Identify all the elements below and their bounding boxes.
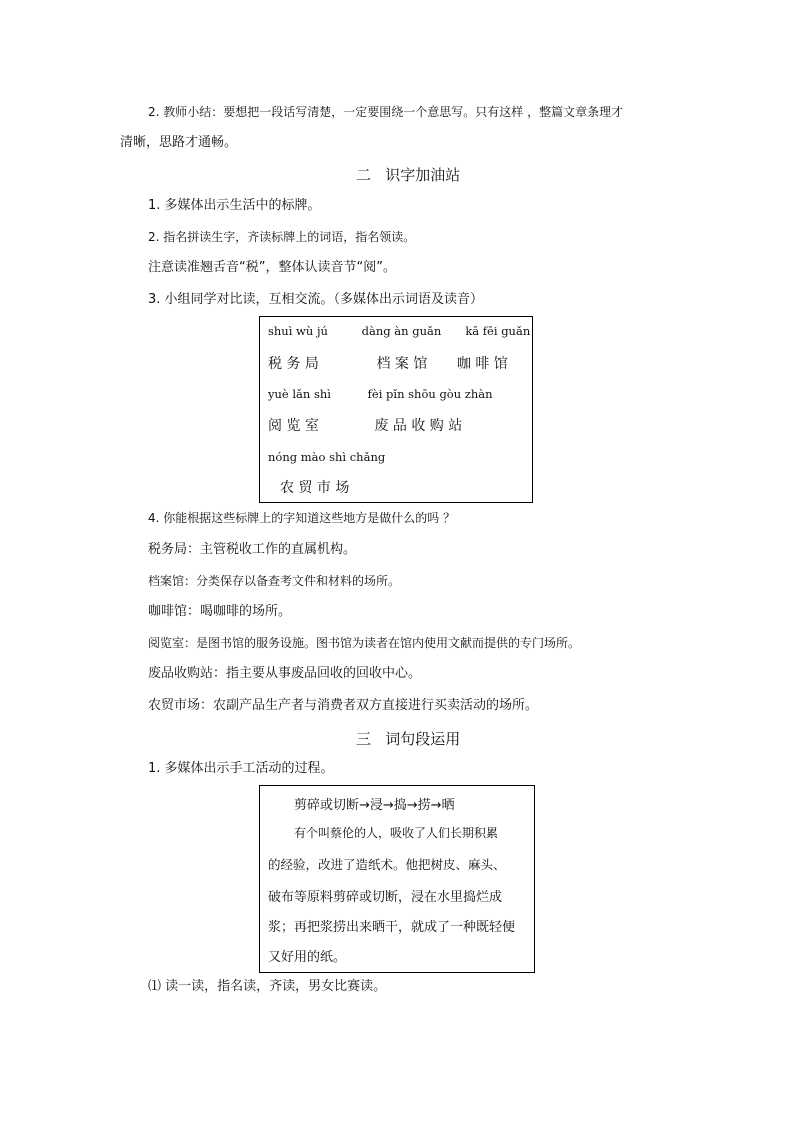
word-danganguan: 档 案 馆 [376,356,428,372]
item-4-question: 4. 你能根据这些标牌上的字知道这些地方是做什么的吗 ？ [148,511,456,525]
pronunciation-note: 注意读准翘舌音“税”，整体认读音节“阅”。 [148,260,396,275]
passage-line-2: 的经验，改进了造纸术。他把树皮、麻头、 [268,857,506,872]
sub-item-1-reading: ⑴ 读一读，指名读，齐读，男女比赛读。 [148,979,387,994]
item-2-reading: 2. 指名拼读生字，齐读标牌上的词语，指名领读。 [148,230,416,244]
word-shuiwuju: 税 务 局 [268,356,319,372]
definition-kafeiguan: 咖啡馆：喝咖啡的场所。 [148,604,292,619]
table-row-2-pinyin [268,387,493,401]
word-yuelanshi: 阅 览 室 [268,418,319,434]
passage-line-1: 有个叫蔡伦的人，吸收了人们长期积累 [294,826,499,840]
pinyin-danganguan: dàng àn guǎn [361,324,442,338]
word-pinyin-table [259,316,533,503]
definition-danganguan: 档案馆：分类保存以备查考文件和材料的场所。 [148,574,401,588]
table-row-2-hanzi [268,415,462,435]
pinyin-yuelanshi: yuè lǎn shì [268,387,331,401]
table-row-3-pinyin [268,450,385,464]
item-3-group-compare: 3. 小组同学对比读，互相交流。（多媒体出示词语及读音） [148,292,484,307]
passage-line-4: 浆；再把浆捞出来晒干，就成了一种既轻便 [268,920,516,935]
definition-nongmaoshichang: 农贸市场：农副产品生产者与消费者双方直接进行买卖活动的场所。 [148,698,539,713]
definition-shuiwuju: 税务局：主管税收工作的直属机构。 [148,542,357,557]
table-row-1-pinyin [268,324,530,338]
intro-paragraph-line1: 2. 教师小结：要想把一段话写清楚，一定要围绕一个意思写。只有这样 ，整篇文章条理才 [148,105,624,119]
item-1-signboards: 1. 多媒体出示生活中的标牌。 [148,198,321,213]
section-heading-words-sentences: 三 词句段运用 [356,730,461,748]
definition-feipinshougouzhan: 废品收购站：指主要从事废品回收的回收中心。 [148,666,422,681]
definition-yuelanshi: 阅览室：是图书馆的服务设施。图书馆为读者在馆内使用文献而提供的专门场所。 [148,636,581,650]
passage-line-5: 又好用的纸。 [268,950,347,965]
pinyin-kafeiguan: kā fēi guǎn [465,324,531,338]
pinyin-nongmaoshichang: nóng mào shì chǎng [268,450,386,464]
word-feipinshougouzhan: 废 品 收 购 站 [374,418,463,434]
table-row-3-hanzi [280,477,349,497]
passage-line-3: 破布等原料剪碎或切断，浸在水里捣烂成 [268,890,503,905]
section-heading-literacy: 二 识字加油站 [356,166,461,184]
word-nongmaoshichang: 农 贸 市 场 [280,480,350,496]
item-1-handcraft: 1. 多媒体出示手工活动的过程。 [148,761,334,776]
papermaking-passage-box [259,785,535,973]
pinyin-feipinshougouzhan: fèi pǐn shōu gòu zhàn [367,387,493,401]
pinyin-shuiwuju: shuì wù jú [268,324,328,338]
process-flow: 剪碎或切断→浸→捣→捞→晒 [294,798,455,813]
intro-paragraph-line2: 清晰，思路才通畅。 [120,135,238,150]
table-row-1-hanzi [268,353,508,373]
word-kafeiguan: 咖 啡 馆 [456,356,508,372]
